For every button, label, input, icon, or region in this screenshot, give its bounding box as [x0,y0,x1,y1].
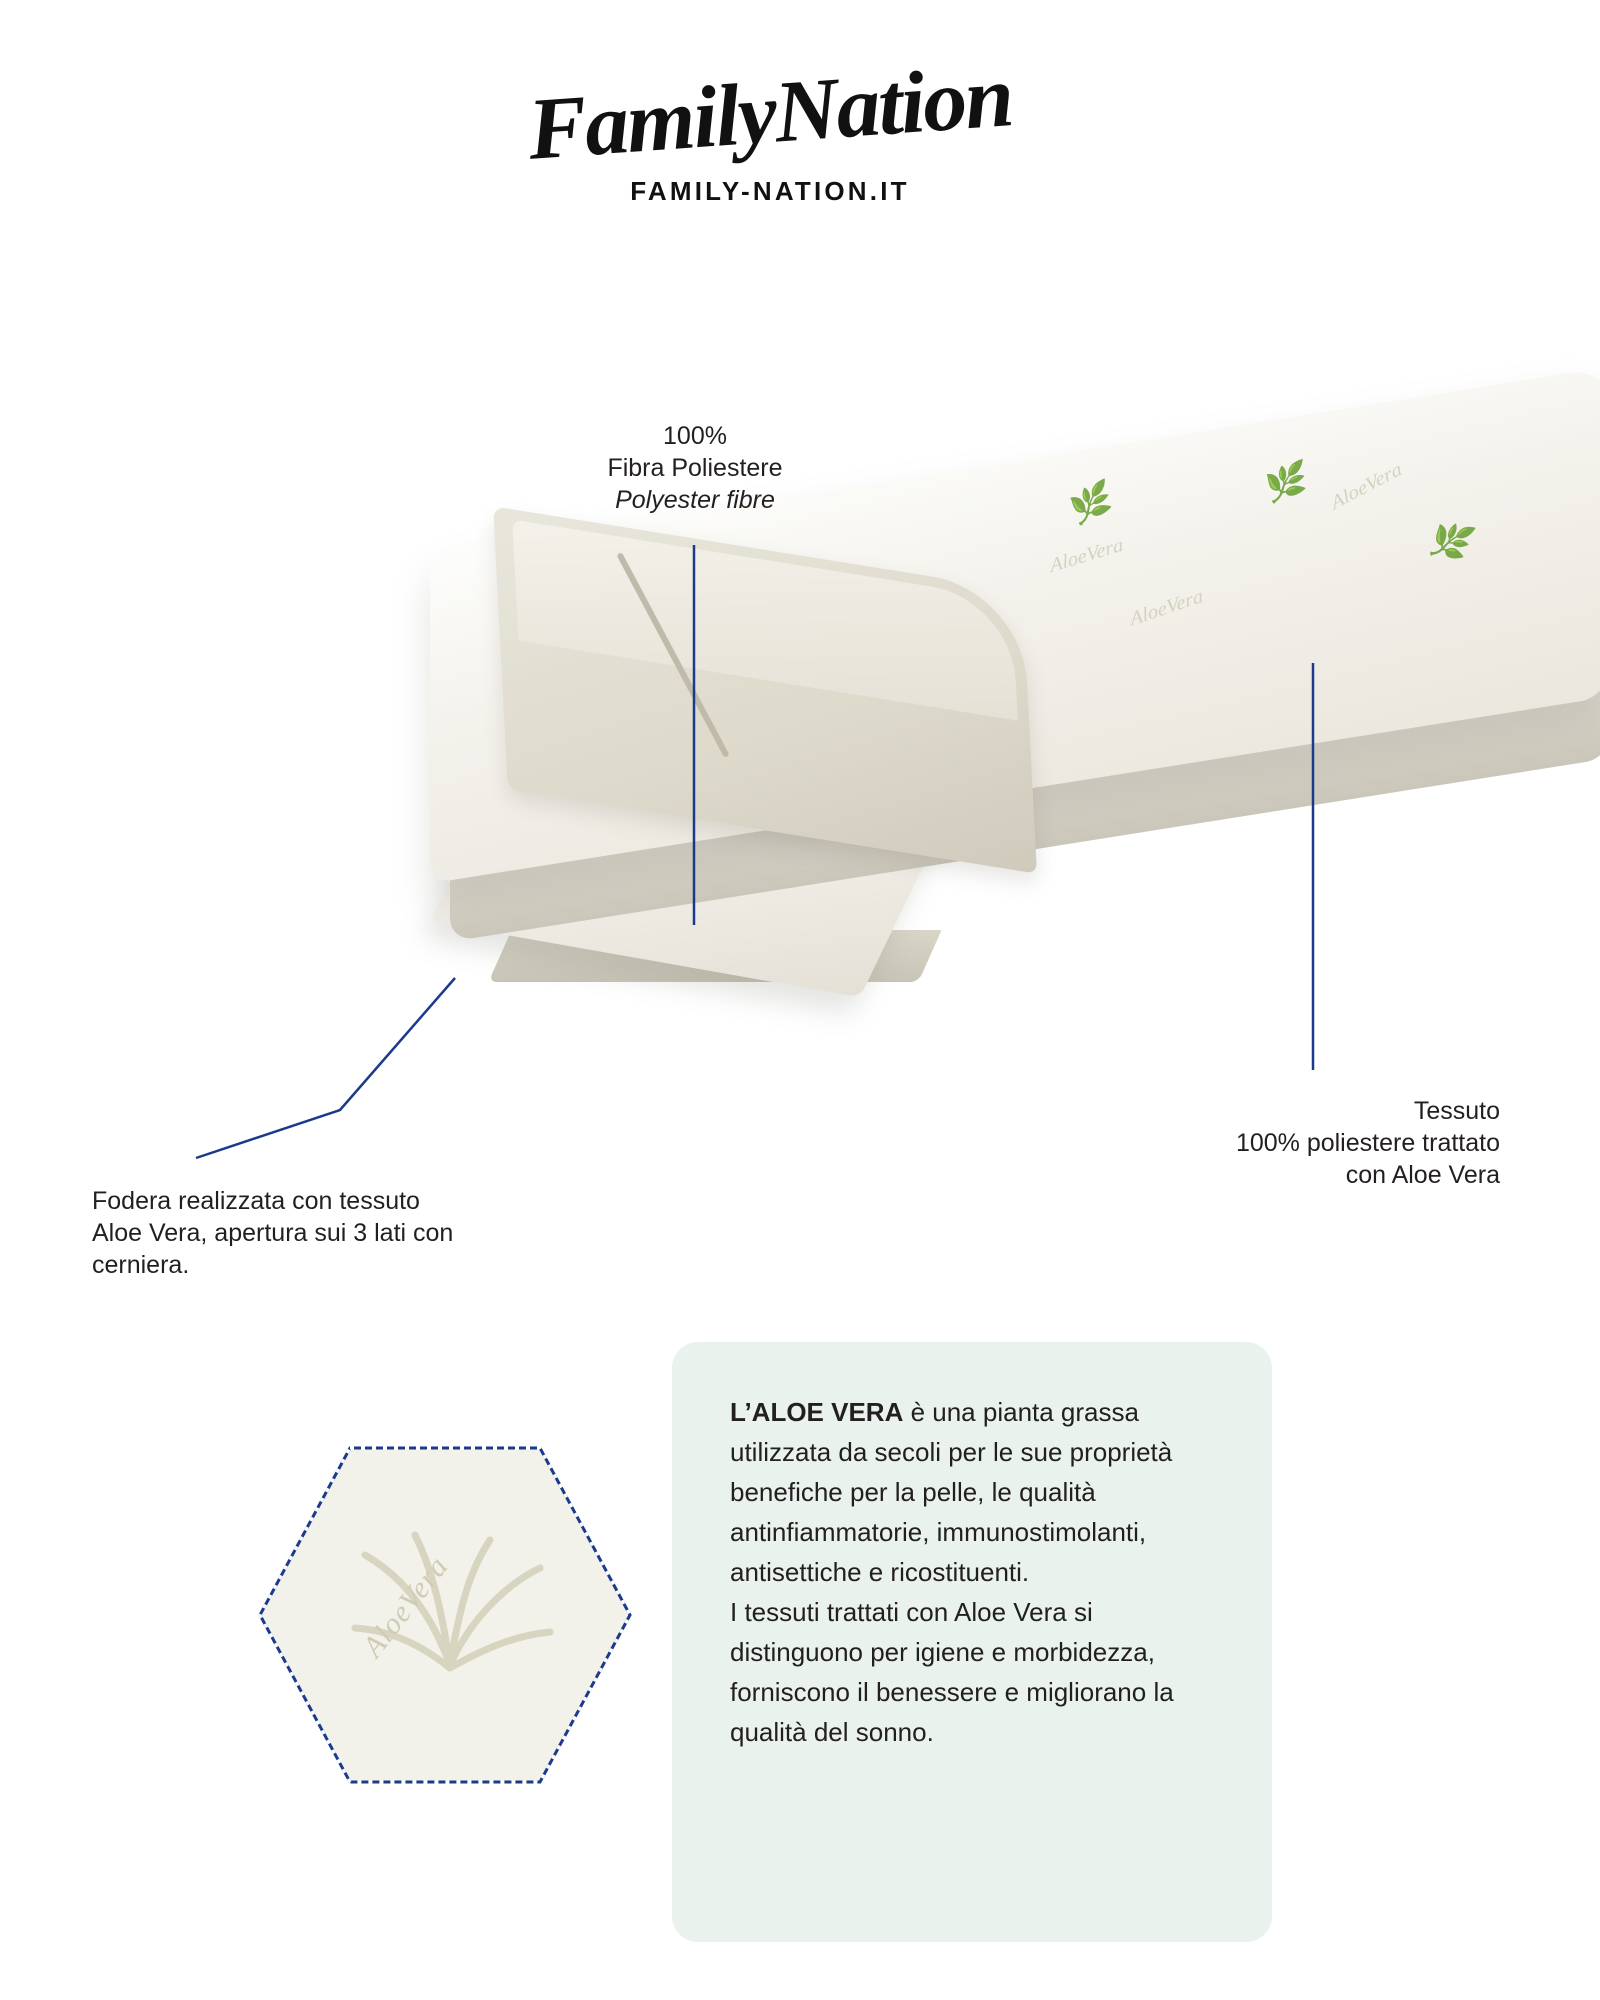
aloe-print-mark: AloeVera [1328,458,1405,514]
callout-fibre-line3: Polyester fibre [615,486,775,514]
brand-logo [490,48,1050,207]
callout-cover-line1: Fodera realizzata con tessuto [92,1187,420,1215]
aloe-info-lead: L’ALOE VERA [730,1397,904,1427]
aloe-leaf-icon: 🌿 [1423,517,1479,567]
aloe-leaf-icon: 🌿 [1263,458,1309,507]
aloe-leaf-icon: 🌿 [1066,478,1116,530]
callout-fabric-line3: con Aloe Vera [1345,1161,1500,1189]
callout-cover-line3: cerniera. [92,1251,190,1279]
aloe-info-body: è una pianta grassa utilizzata da secoli per le sue proprietà benefiche per la pelle, le qualità antinfiammatorie, immunostimolanti, antisettiche e ricostituenti. [730,1397,1173,1588]
callout-cover-line2: Aloe Vera, apertura sui 3 lati con [92,1219,454,1247]
callout-cover [92,1185,612,1281]
aloe-print-mark: AloeVera [1128,585,1205,631]
callout-fabric [1000,1095,1500,1191]
callout-fibre-line1: 100% [663,422,727,450]
brand-script-logo: FamilyNation [524,48,1016,179]
aloe-info-body2: I tessuti trattati con Aloe Vera si distinguono per igiene e morbidezza, forniscono il benessere e migliorano la qualità del sonno. [730,1597,1174,1748]
callout-fibre [520,420,870,516]
callout-fabric-line2: 100% poliestere trattato [1235,1129,1500,1157]
hex-badge-label: AloeVera [356,1550,455,1664]
callout-fibre-line2: Fibra Poliestere [607,454,783,482]
aloe-print-mark: AloeVera [1048,533,1125,577]
callout-fabric-line1: Tessuto [1413,1097,1500,1125]
aloe-info-text [730,1392,1230,1752]
hex-outline-icon [255,1440,635,1790]
brand-url: FAMILY-NATION.IT [630,176,910,206]
aloe-hex-badge [255,1440,635,1790]
